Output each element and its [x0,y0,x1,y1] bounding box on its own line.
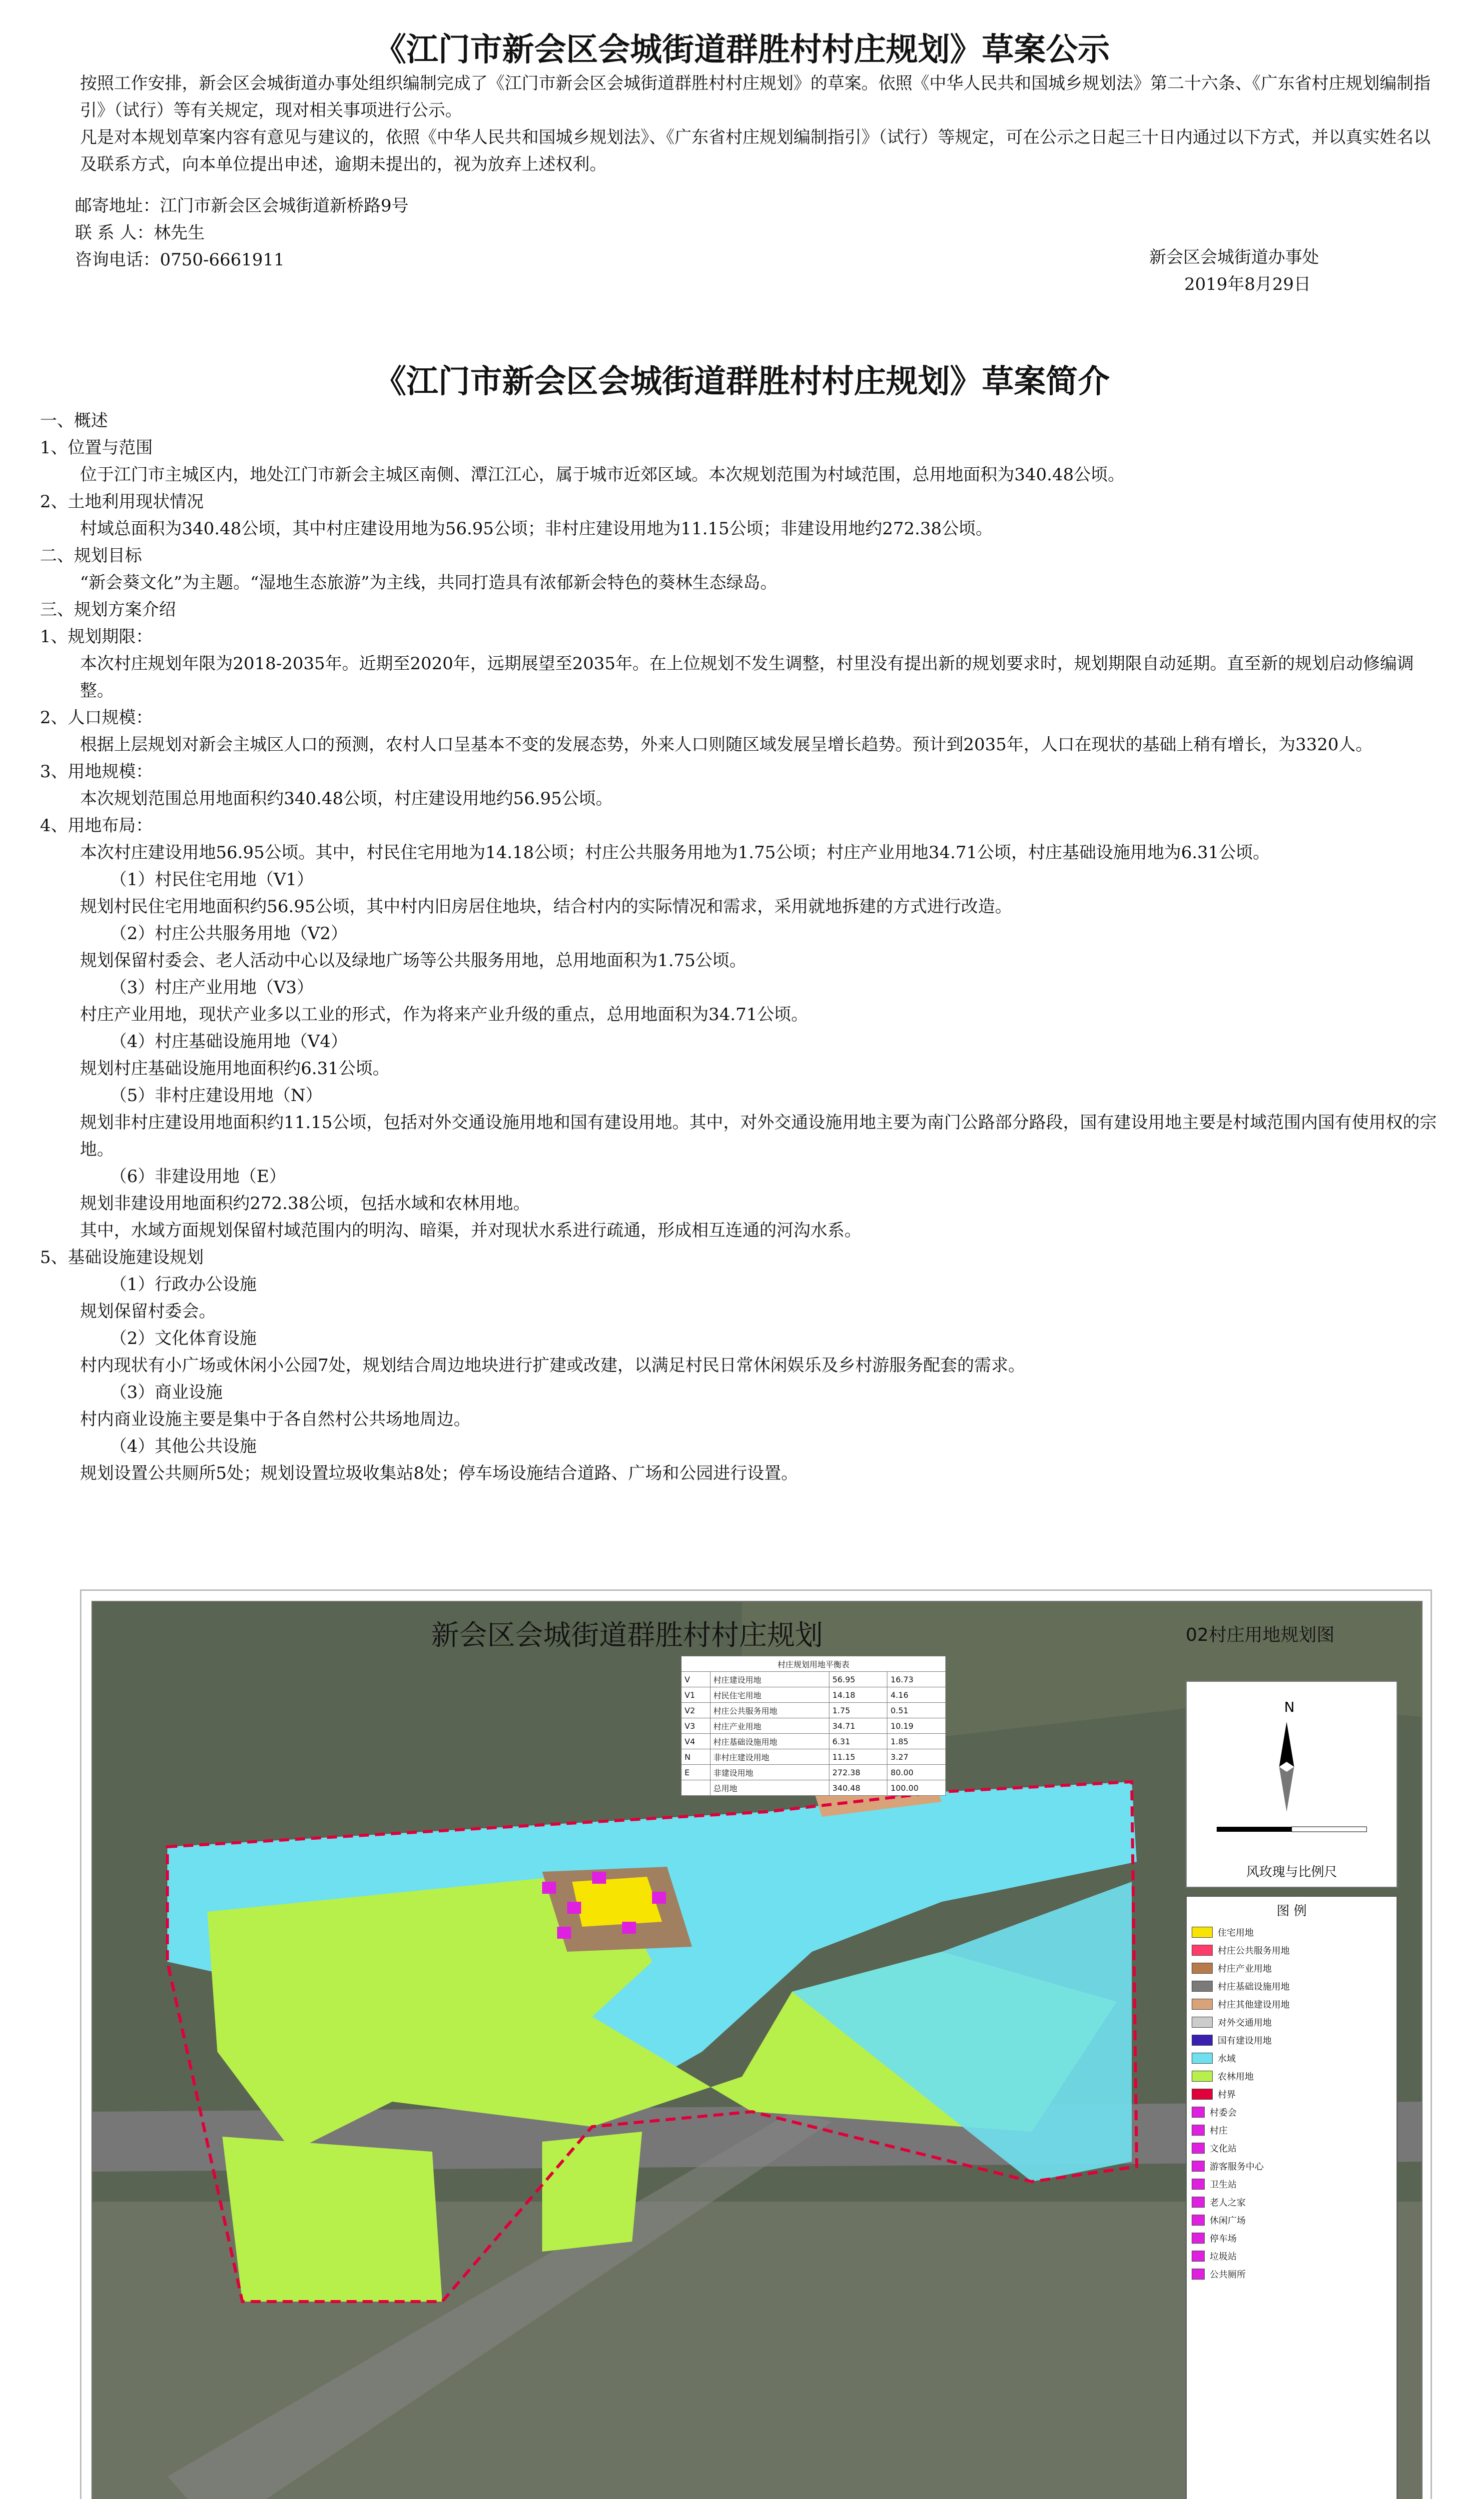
summary-line: （1）村民住宅用地（V1） [110,870,314,890]
legend-swatch [1192,2017,1213,2028]
legend-label: 村庄基础设施用地 [1218,1982,1290,1992]
facility-icon [1192,2125,1205,2136]
summary-line: 规划非村庄建设用地面积约11.15公顷，包括对外交通设施用地和国有建设用地。其中，对外交通设施用地主要为南门公路部分路段，国有建设用地主要是村域范围内国有使用权的宗地。 [80,1113,1437,1160]
legend-label: 住宅用地 [1218,1928,1254,1938]
summary-line: （3）村庄产业用地（V3） [110,978,314,998]
summary-line: 村域总面积为340.48公顷，其中村庄建设用地为56.95公顷；非村庄建设用地为11.15公顷；非建设用地约272.38公顷。 [80,519,993,539]
summary-line: 位于江门市主城区内，地处江门市新会主城区南侧、潭江江心，属于城市近郊区域。本次规划范围为村域范围，总用地面积为340.48公顷。 [80,465,1125,485]
summary-line: 规划村庄基础设施用地面积约6.31公顷。 [80,1059,390,1079]
summary-line: 规划设置公共厕所5处；规划设置垃圾收集站8处；停车场设施结合道路、广场和公园进行设置。 [80,1463,798,1483]
summary-line: （4）村庄基础设施用地（V4） [110,1032,348,1052]
scale-label: 风玫瑰与比例尺 [1246,1865,1337,1880]
summary-line: 本次规划范围总用地面积约340.48公顷，村庄建设用地约56.95公顷。 [80,789,613,809]
land-use-map-panel [80,1589,1432,2499]
legend-label: 水域 [1218,2054,1236,2064]
summary-line: 4、用地布局： [40,816,153,836]
summary-line: 规划非建设用地面积约272.38公顷，包括水域和农林用地。 [80,1194,530,1214]
legend-item [1187,2013,1397,2031]
legend-label: 村庄 [1210,2126,1228,2136]
summary-line: 5、基础设施建设规划 [40,1248,204,1267]
summary-line: 1、规划期限： [40,627,153,647]
issuer: 新会区会城街道办事处 [1149,247,1319,267]
summary-line: 一、概述 [40,411,108,431]
summary-title: 《江门市新会区会城街道群胜村村庄规划》草案简介 [374,363,1110,400]
legend-item [1187,2049,1397,2067]
legend-item [1187,2067,1397,2085]
legend-label: 老人之家 [1210,2198,1246,2208]
summary-line: 二、规划目标 [40,546,142,566]
legend-label: 卫生站 [1210,2180,1237,2190]
legend-title: 图 例 [1276,1904,1307,1919]
legend-swatch [1192,2089,1213,2100]
contact-person: 联 系 人：林先生 [75,223,205,243]
summary-line: （2）文化体育设施 [110,1328,257,1348]
legend-label: 村委会 [1210,2108,1237,2118]
map-legend [1186,1896,1398,2499]
legend-label: 文化站 [1210,2144,1237,2154]
legend-swatch [1192,1981,1213,1992]
legend-label: 游客服务中心 [1210,2162,1264,2172]
legend-swatch [1192,2071,1213,2082]
summary-line: 2、土地利用现状情况 [40,492,204,512]
legend-item [1187,1941,1397,1959]
summary-line: 规划保留村委会、老人活动中心以及绿地广场等公共服务用地，总用地面积为1.75公顷。 [80,951,746,971]
summary-line: （1）行政办公设施 [110,1274,257,1294]
facility-icon [1192,2161,1205,2172]
legend-icon-item [1187,2121,1397,2139]
facility-icon [1192,2269,1205,2280]
legend-swatch [1192,2053,1213,2064]
legend-label: 国有建设用地 [1218,2036,1272,2046]
summary-line: 三、规划方案介绍 [40,600,176,620]
notice-body [40,70,1444,178]
icon-legend-list [1187,2103,1397,2283]
legend-label: 垃圾站 [1210,2252,1237,2262]
summary-line: 村内现状有小广场或休闲小公园7处，规划结合周边地块进行扩建或改建，以满足村民日常休闲娱乐及乡村游服务配套的需求。 [80,1355,1025,1375]
legend-label: 停车场 [1210,2234,1237,2244]
legend-icon-item [1187,2193,1397,2211]
facility-icon [1192,2143,1205,2154]
legend-label: 村界 [1218,2090,1236,2100]
contact-block [75,192,409,273]
notice-paragraph: 凡是对本规划草案内容有意见与建议的，依照《中华人民共和国城乡规划法》、《广东省村庄规划编制指引》（试行）等规定，可在公示之日起三十日内通过以下方式，并以真实姓名以及联系方式，向本单位提出申述，逾期未提出的，视为放弃上述权利。 [80,127,1431,174]
compass-box [1186,1681,1398,1888]
summary-line: 本次村庄规划年限为2018-2035年。近期至2020年，远期展望至2035年。在上位规划不发生调整，村里没有提出新的规划要求时，规划期限自动延期。直至新的规划启动修编调整。 [80,654,1414,701]
legend-list [1187,1923,1397,2103]
legend-icon-item [1187,2247,1397,2265]
legend-icon-item [1187,2139,1397,2157]
facility-icon [1192,2233,1205,2244]
summary-line: 1、位置与范围 [40,438,153,458]
summary-line: 根据上层规划对新会主城区人口的预测，农村人口呈基本不变的发展态势，外来人口则随区域发展呈增长趋势。预计到2035年，人口在现状的基础上稍有增长，为3320人。 [80,735,1373,755]
summary-line: 村内商业设施主要是集中于各自然村公共场地周边。 [80,1409,471,1429]
legend-label: 公共厕所 [1210,2270,1246,2280]
summary-line: （6）非建设用地（E） [110,1167,286,1187]
summary-body [40,407,1444,1487]
summary-line: （2）村庄公共服务用地（V2） [110,924,348,944]
legend-icon-item [1187,2103,1397,2121]
facility-icon [1192,2107,1205,2118]
legend-icon-item [1187,2211,1397,2229]
legend-label: 农林用地 [1218,2072,1254,2082]
summary-line: 规划保留村委会。 [80,1301,216,1321]
compass-rose-icon [1187,1682,1397,1847]
phone-number: 咨询电话：0750-6661911 [75,250,285,270]
summary-line: 其中，水域方面规划保留村域范围内的明沟、暗渠，并对现状水系进行疏通，形成相互连通的河沟水系。 [80,1221,861,1241]
map-subtitle: 02村庄用地规划图 [1186,1625,1335,1645]
summary-line: （4）其他公共设施 [110,1436,257,1456]
legend-icon-item [1187,2229,1397,2247]
legend-item [1187,1923,1397,1941]
summary-line: 本次村庄建设用地56.95公顷。其中，村民住宅用地为14.18公顷；村庄公共服务用地为1.75公顷；村庄产业用地34.71公顷，村庄基础设施用地为6.31公顷。 [80,843,1270,863]
summary-line: 3、用地规模： [40,762,153,782]
signature [1149,190,1319,298]
summary-line: 规划村民住宅用地面积约56.95公顷，其中村内旧房居住地块，结合村内的实际情况和需求，采用就地拆建的方式进行改造。 [80,897,1012,917]
legend-icon-item [1187,2175,1397,2193]
legend-icon-item [1187,2265,1397,2283]
legend-label: 村庄其他建设用地 [1218,2000,1290,2010]
svg-text:N: N [1284,1699,1295,1715]
legend-swatch [1192,2035,1213,2046]
mailing-address: 邮寄地址：江门市新会区会城街道新桥路9号 [75,196,409,216]
legend-label: 村庄产业用地 [1218,1964,1272,1974]
summary-line: 2、人口规模： [40,708,153,728]
legend-icon-item [1187,2157,1397,2175]
facility-icon [1192,2197,1205,2208]
legend-item [1187,1995,1397,2013]
summary-line: “新会葵文化”为主题。“湿地生态旅游”为主线，共同打造具有浓郁新会特色的葵林生态绿岛。 [80,573,777,593]
legend-label: 对外交通用地 [1218,2018,1272,2028]
legend-label: 村庄公共服务用地 [1218,1946,1290,1956]
facility-icon [1192,2251,1205,2262]
summary-line: （3）商业设施 [110,1382,223,1402]
legend-swatch [1192,1945,1213,1956]
legend-item [1187,1977,1397,1995]
notice-title: 《江门市新会区会城街道群胜村村庄规划》草案公示 [374,31,1110,68]
facility-icon [1192,2179,1205,2190]
legend-label: 休闲广场 [1210,2216,1246,2226]
summary-line: 村庄产业用地，现状产业多以工业的形式，作为将来产业升级的重点，总用地面积为34.71公顷。 [80,1005,808,1025]
land-use-table: 村庄规划用地平衡表 V 村庄建设用地 56.95 16.73 V1 村民住宅用地 14.18 4.16 V2 村庄公共服务用地 1.75 0.51 V3 村庄产业用地 34.71 10.19 V4 村庄基础设施用地 6.31 1.85 N 非村庄建设用地 11.15 3.27 E 非建设用地 272.38 80.00 总用地 340.48 100.00 [681,1656,946,1796]
legend-item [1187,2085,1397,2103]
legend-swatch [1192,1927,1213,1938]
notice-paragraph: 按照工作安排，新会区会城街道办事处组织编制完成了《江门市新会区会城街道群胜村村庄规划》的草案。依照《中华人民共和国城乡规划法》第二十六条、《广东省村庄规划编制指引》（试行）等有关规定，现对相关事项进行公示。 [80,73,1431,120]
legend-item [1187,1959,1397,1977]
legend-swatch [1192,1999,1213,2010]
legend-item [1187,2031,1397,2049]
facility-icon [1192,2215,1205,2226]
legend-swatch [1192,1963,1213,1974]
summary-line: （5）非村庄建设用地（N） [110,1086,323,1106]
map-title: 新会区会城街道群胜村村庄规划 [431,1619,823,1652]
date: 2019年8月29日 [1184,274,1311,294]
